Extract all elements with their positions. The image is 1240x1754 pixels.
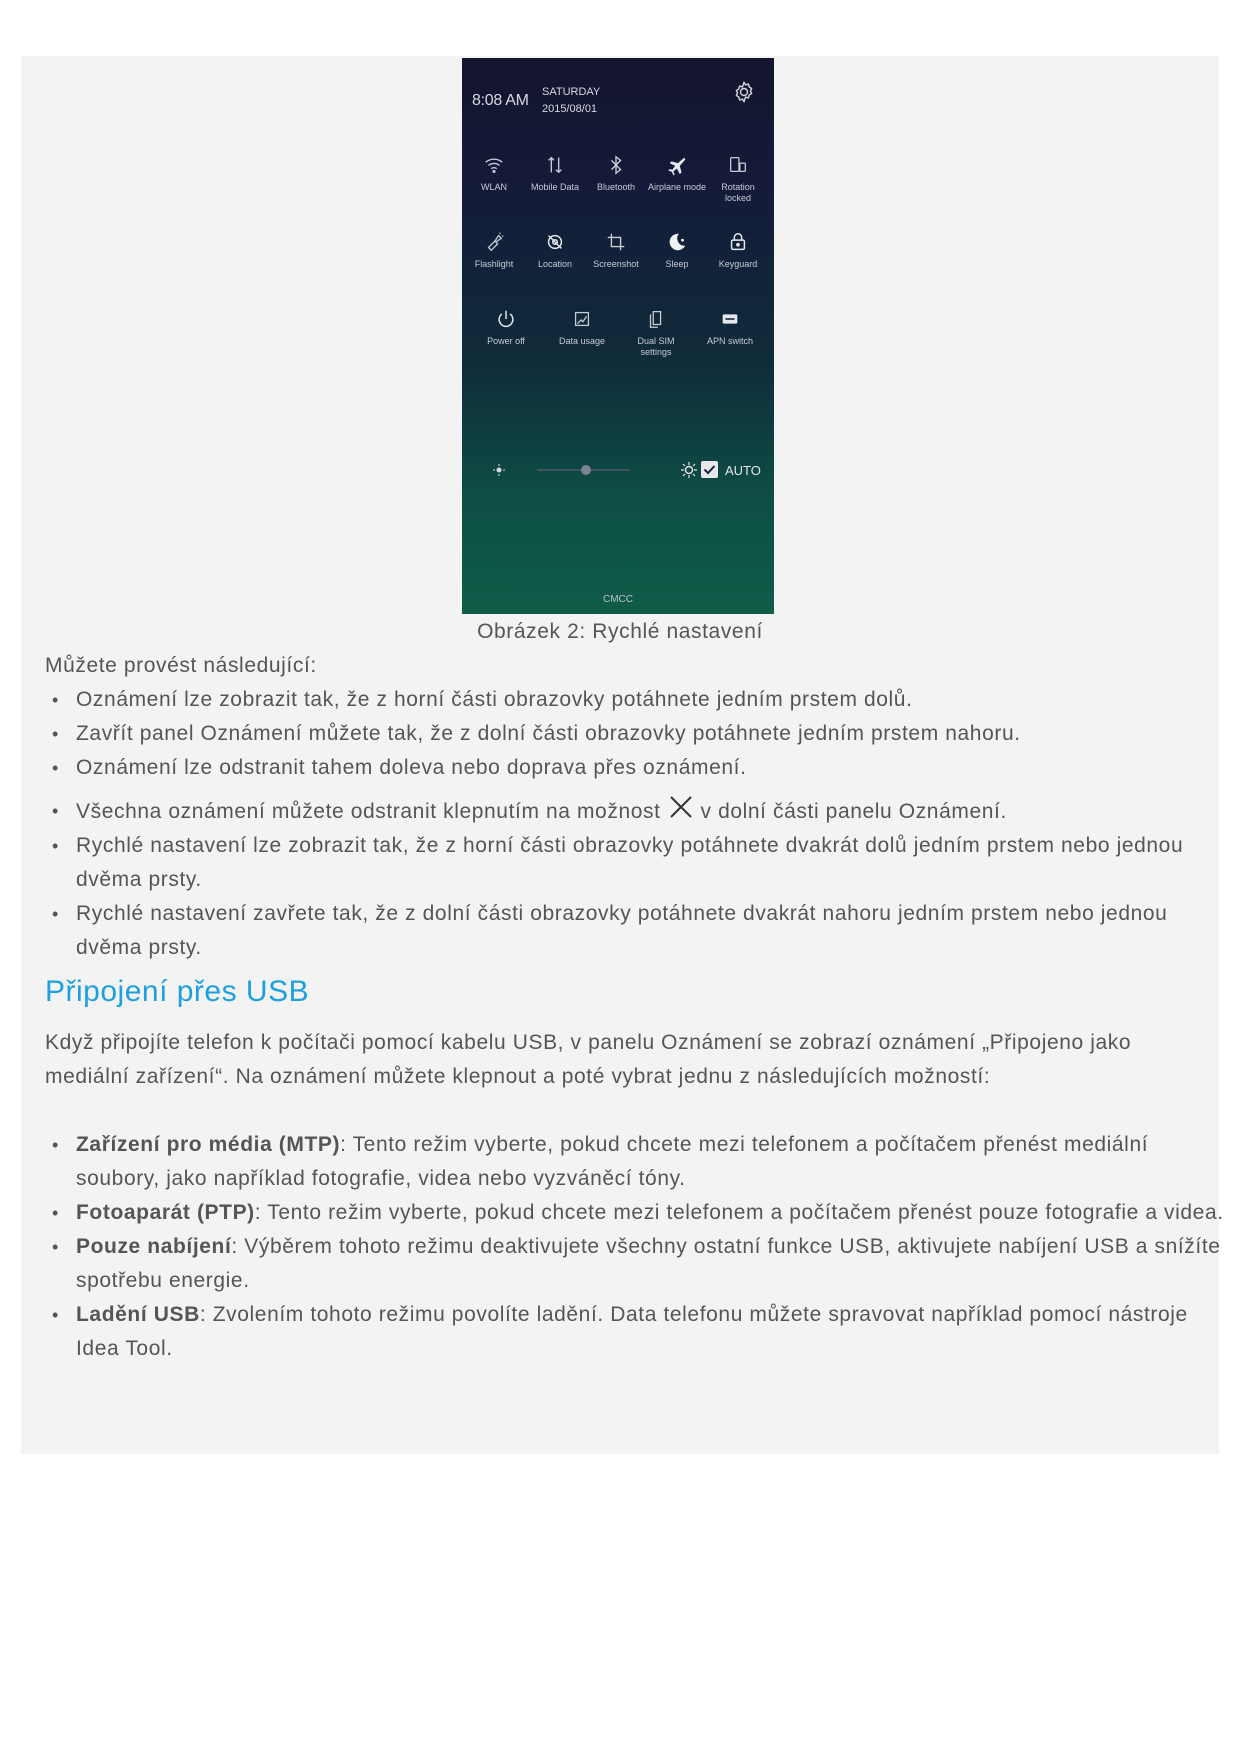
tile-wlan	[464, 154, 524, 193]
sleep-icon	[666, 231, 688, 253]
tile-power-off	[476, 308, 536, 347]
option-term: Ladění USB	[76, 1303, 200, 1326]
option-term: Fotoaparát (PTP)	[76, 1201, 255, 1224]
option-desc: : Tento režim vyberte, pokud chcete mezi telefonem a počítačem přenést pouze fotografie a videa.	[254, 1201, 1224, 1224]
list-item: • Zavřít panel Oznámení můžete tak, že z dolní části obrazovky potáhnete jedním prstem nahoru.	[76, 717, 1236, 751]
checkmark-icon	[701, 461, 718, 478]
phone-day: SATURDAY	[542, 86, 601, 98]
gear-icon	[732, 80, 756, 104]
tile-keyguard	[708, 231, 768, 270]
phone-date: 2015/08/01	[542, 103, 598, 115]
tile-location	[525, 231, 585, 270]
figure-caption: Obrázek 2: Rychlé nastavení	[477, 620, 763, 643]
tile-mobile-data	[525, 154, 585, 193]
power-icon	[495, 308, 517, 330]
option-term: Zařízení pro média (MTP)	[76, 1133, 341, 1156]
list-item-text: Všechna oznámení můžete odstranit klepnutím na možnost	[76, 800, 661, 823]
tile-bluetooth	[586, 154, 646, 193]
tile-airplane	[647, 154, 707, 193]
sim-icon	[645, 308, 667, 330]
list-item	[76, 1230, 1236, 1298]
list-item: • Oznámení lze odstranit tahem doleva nebo doprava přes oznámení.	[76, 751, 1236, 785]
list-item	[76, 1196, 1236, 1230]
tile-label: Mobile Data	[530, 182, 580, 192]
list-item: • Rychlé nastavení zavřete tak, že z dolní části obrazovky potáhnete dvakrát nahoru jedním prstem nebo jednou dvěma prsty.	[76, 897, 1236, 965]
phone-time: 8:08 AM	[472, 92, 529, 109]
tile-rotation	[708, 154, 768, 204]
tile-label: Rotation locked	[721, 182, 755, 203]
option-desc: : Tento režim vyberte, pokud chcete mezi telefonem a počítačem přenést mediální soubory, jako například fotografie, videa nebo vyzváněcí tóny.	[76, 1133, 1149, 1190]
tile-label: Dual SIM settings	[637, 336, 675, 357]
lock-icon	[727, 231, 749, 253]
list-item	[76, 794, 1236, 829]
list-item-text: v dolní části panelu Oznámení.	[700, 800, 1007, 823]
location-icon	[544, 231, 566, 253]
usb-intro: Když připojíte telefon k počítači pomocí kabelu USB, v panelu Oznámení se zobrazí oznámení „Připojeno jako mediální zařízení“. Na oznámení můžete klepnout a poté vybrat jednu z následujících možností:	[45, 1031, 1132, 1088]
wifi-icon	[483, 154, 505, 176]
list-item	[76, 1298, 1236, 1366]
flashlight-icon	[483, 231, 505, 253]
tile-label: Bluetooth	[596, 182, 636, 192]
tile-label: Screenshot	[593, 259, 639, 269]
option-desc: : Výběrem tohoto režimu deaktivujete všechny ostatní funkce USB, aktivujete nabíjení USB a snížíte spotřebu energie.	[76, 1235, 1221, 1292]
tile-dual-sim	[626, 308, 686, 358]
screenshot-icon	[605, 231, 627, 253]
tile-apn	[700, 308, 760, 347]
bluetooth-icon	[605, 154, 627, 176]
list-item: • Oznámení lze zobrazit tak, že z horní části obrazovky potáhnete jedním prstem dolů.	[76, 683, 1236, 717]
mobile-data-icon	[544, 154, 566, 176]
tile-label: WLAN	[480, 182, 507, 192]
tile-data-usage	[552, 308, 612, 347]
airplane-icon	[666, 154, 688, 176]
intro-text: Můžete provést následující:	[45, 654, 317, 677]
auto-label: AUTO	[725, 463, 761, 478]
carrier-label: CMCC	[603, 594, 633, 605]
option-desc: : Zvolením tohoto režimu povolíte ladění. Data telefonu můžete spravovat například pomocí nástroje Idea Tool.	[76, 1303, 1188, 1360]
auto-checkbox	[701, 461, 718, 478]
list-item	[76, 1128, 1236, 1196]
tile-label: Sleep	[665, 259, 689, 269]
tile-screenshot	[586, 231, 646, 270]
tile-label: Data usage	[558, 336, 606, 346]
rotation-lock-icon	[727, 154, 749, 176]
tile-label: Power off	[487, 336, 525, 346]
tile-label: Airplane mode	[647, 182, 707, 192]
tile-label: Flashlight	[474, 259, 514, 269]
apn-icon	[719, 308, 741, 330]
close-icon	[667, 794, 695, 822]
section-heading: Připojení přes USB	[45, 975, 310, 1008]
tile-label: APN switch	[706, 336, 753, 346]
quick-settings-screenshot	[462, 58, 774, 614]
gesture-list	[45, 683, 1236, 965]
option-term: Pouze nabíjení	[76, 1235, 232, 1258]
list-item: • Rychlé nastavení lze zobrazit tak, že z horní části obrazovky potáhnete dvakrát dolů jedním prstem nebo jednou dvěma prsty.	[76, 829, 1236, 897]
tile-flashlight	[464, 231, 524, 270]
usb-options-list	[45, 1128, 1236, 1366]
tile-label: Keyguard	[718, 259, 758, 269]
brightness-slider	[482, 458, 762, 482]
data-usage-icon	[571, 308, 593, 330]
tile-label: Location	[537, 259, 573, 269]
tile-sleep	[647, 231, 707, 270]
